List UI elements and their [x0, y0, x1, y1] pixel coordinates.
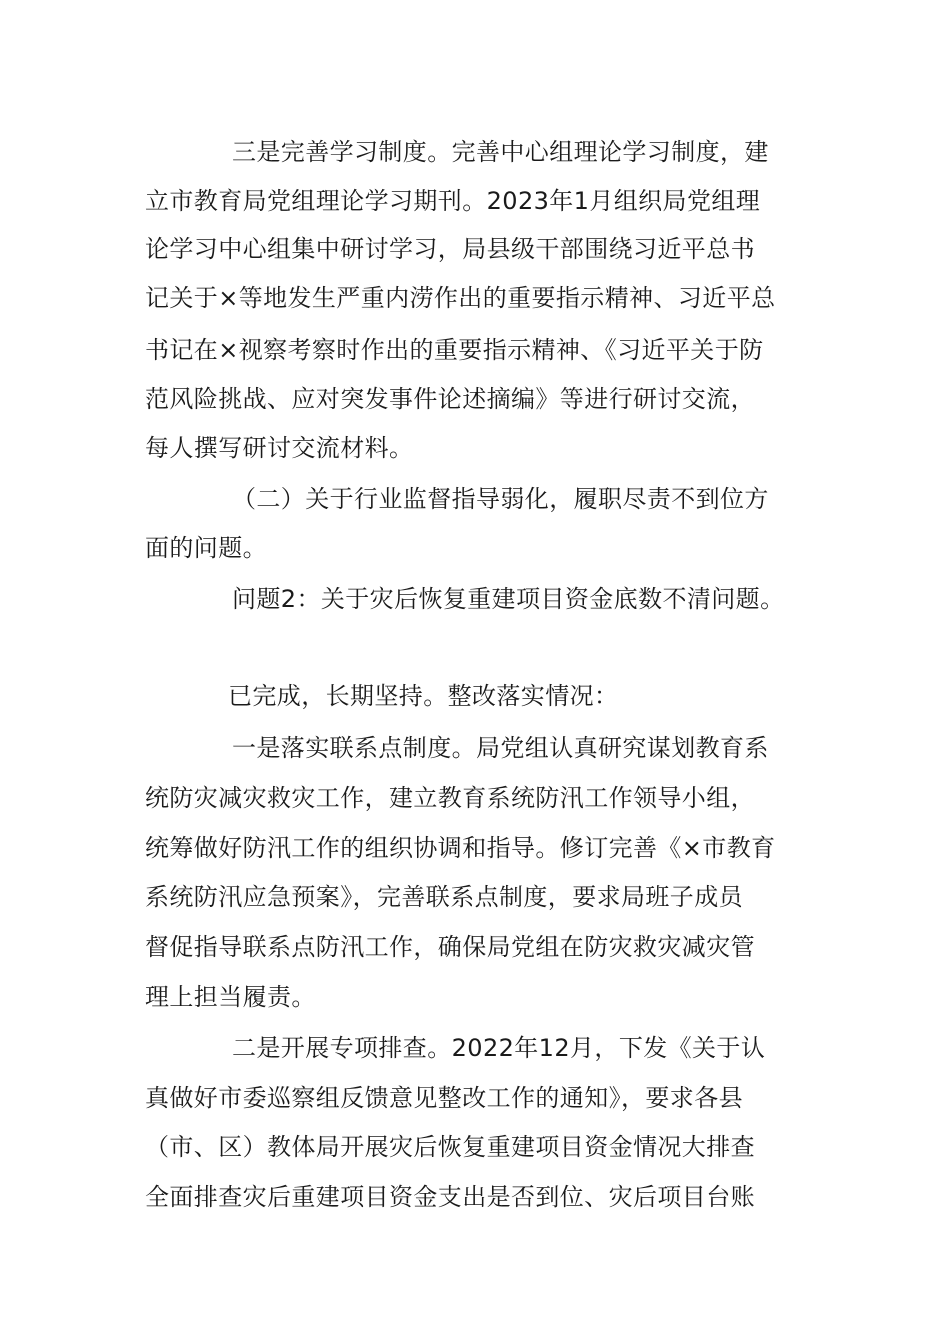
- text-line: 系统防汛应急预案》，完善联系点制度，要求局班子成员: [145, 883, 743, 911]
- text-line: 一是落实联系点制度。局党组认真研究谋划教育系: [232, 734, 769, 762]
- text-line: 范风险挑战、应对突发事件论述摘编》等进行研讨交流，: [145, 385, 755, 413]
- text-line: 真做好市委巡察组反馈意见整改工作的通知》，要求各县: [145, 1084, 743, 1112]
- text-line: 统筹做好防汛工作的组织协调和指导。修订完善《×市教育: [145, 834, 776, 862]
- text-line: 三是完善学习制度。完善中心组理论学习制度，建: [232, 138, 769, 166]
- text-line: 书记在×视察考察时作出的重要指示精神、《习近平关于防: [145, 336, 764, 364]
- text-line: 理上担当履责。: [145, 983, 316, 1011]
- problem-title: 问题2：关于灾后恢复重建项目资金底数不清问题。: [232, 585, 785, 613]
- text-line: 统防灾减灾救灾工作，建立教育系统防汛工作领导小组，: [145, 784, 755, 812]
- status-line: 已完成，长期坚持。整改落实情况：: [228, 682, 619, 710]
- text-line: 每人撰写研讨交流材料。: [145, 434, 414, 462]
- text-line: 二是开展专项排查。2022年12月，下发《关于认: [232, 1034, 766, 1062]
- section-heading: （二）关于行业监督指导弱化，履职尽责不到位方: [232, 485, 769, 513]
- section-heading: 面的问题。: [145, 534, 267, 562]
- text-line: 立市教育局党组理论学习期刊。2023年1月组织局党组理: [145, 187, 761, 215]
- text-line: 论学习中心组集中研讨学习，局县级干部围绕习近平总书: [145, 235, 755, 263]
- text-line: （市、区）教体局开展灾后恢复重建项目资金情况大排查: [145, 1133, 755, 1161]
- text-line: 全面排查灾后重建项目资金支出是否到位、灾后项目台账: [145, 1183, 755, 1211]
- text-line: 督促指导联系点防汛工作，确保局党组在防灾救灾减灾管: [145, 933, 755, 961]
- text-line: 记关于×等地发生严重内涝作出的重要指示精神、习近平总: [145, 284, 776, 312]
